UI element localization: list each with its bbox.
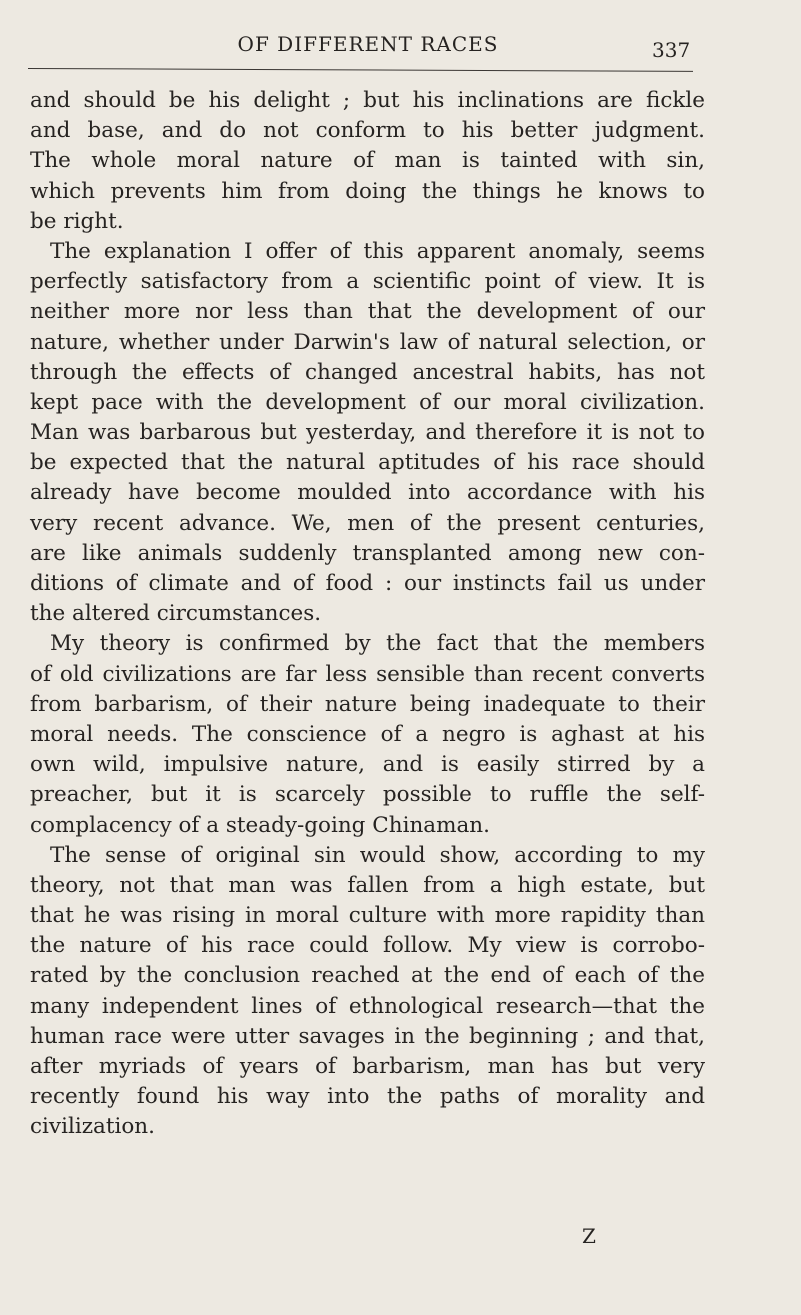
text-line: be expected that the natural aptitudes of his race should [30,450,705,476]
text-line: civilization. [30,1114,155,1140]
text-line: perfectly satisfactory from a scientific point of view. It is [30,269,705,295]
text-line: neither more nor less than that the development of our [30,299,705,325]
text-line: very recent advance. We, men of the present centuries, [30,510,705,536]
text-line: be right. [30,208,124,234]
running-head [0,32,801,62]
text-line: of old civilizations are far less sensible than recent converts [30,661,705,687]
text-line: theory, not that man was fallen from a high estate, but [30,872,705,898]
text-line: rated by the conclusion reached at the end of each of the [30,963,705,989]
text-line: The whole moral nature of man is tainted with sin, [30,148,705,174]
text-line: which prevents him from doing the things he knows to [30,178,705,204]
text-line: from barbarism, of their nature being inadequate to their [30,691,705,717]
text-line: The explanation I offer of this apparent anomaly, seems [50,238,705,264]
text-line: and should be his delight ; but his inclinations are fickle [30,88,705,113]
text-line: after myriads of years of barbarism, man has but very [30,1054,705,1079]
page-number: 337 [652,38,691,62]
text-line: are like animals suddenly transplanted among new con- [30,540,705,566]
text-line: complacency of a steady-going Chinaman. [30,812,490,838]
text-line: preacher, but it is scarcely possible to ruffle the self- [30,782,705,808]
text-line: ditions of climate and of food : our instincts fail us under [30,571,705,596]
text-line: many independent lines of ethnological research—that the [30,993,705,1019]
text-line: moral needs. The conscience of a negro is aghast at his [30,721,705,747]
text-line: and base, and do not conform to his better judgment. [30,118,705,144]
text-line: Man was barbarous but yesterday, and therefore it is not to [30,420,705,446]
header-rule [28,68,693,72]
text-line: kept pace with the development of our moral civilization. [30,389,705,415]
text-line: The sense of original sin would show, according to my [50,842,705,868]
text-line: nature, whether under Darwin's law of natural selection, or [30,329,705,355]
text-line: own wild, impulsive nature, and is easily stirred by a [30,752,705,778]
text-line: already have become moulded into accordance with his [30,480,705,506]
text-line: through the effects of changed ancestral habits, has not [30,359,705,385]
text-line: My theory is confirmed by the fact that the members [50,631,705,657]
running-head-title: OF DIFFERENT RACES [237,32,499,56]
text-line: the altered circumstances. [30,601,322,627]
signature-mark: Z [582,1224,596,1248]
body-text [30,86,705,1143]
text-line: the nature of his race could follow. My view is corrobo- [30,933,705,959]
text-line: recently found his way into the paths of morality and [30,1084,705,1110]
text-line: human race were utter savages in the beginning ; and that, [30,1023,705,1049]
text-line: that he was rising in moral culture with more rapidity than [30,903,705,929]
